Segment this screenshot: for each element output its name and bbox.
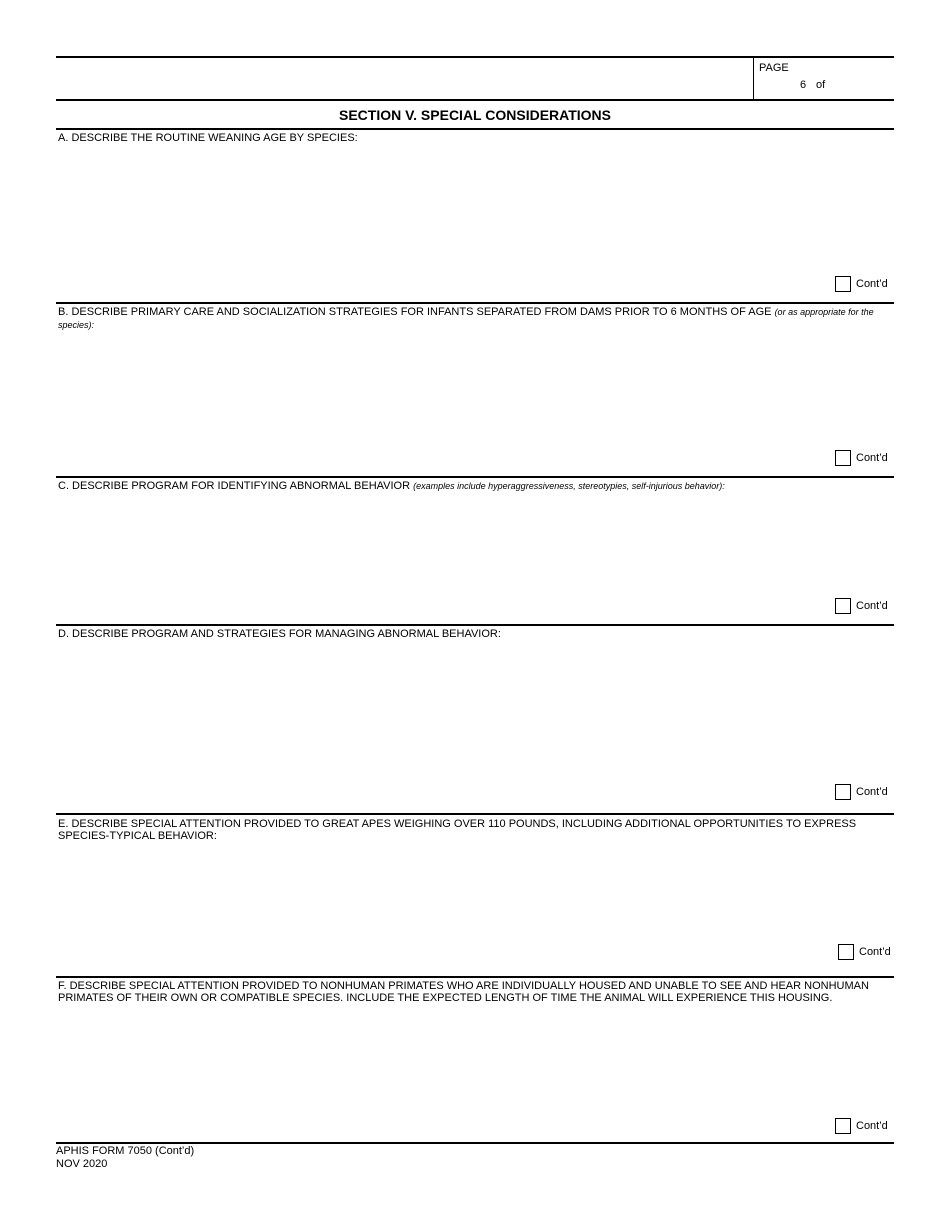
question-d-label: D. DESCRIBE PROGRAM AND STRATEGIES FOR MANAGING ABNORMAL BEHAVIOR: [58,628,501,640]
question-b-note-a: (or as appropriate for the [774,307,874,317]
question-a-answer-field[interactable] [56,148,894,274]
contd-a-label: Cont’d [856,278,888,290]
question-e-line2: SPECIES-TYPICAL BEHAVIOR: [58,830,217,842]
form-date: NOV 2020 [56,1158,108,1170]
question-f-answer-field[interactable] [56,1008,894,1116]
contd-b-checkbox[interactable] [835,450,851,466]
question-b-main: B. DESCRIBE PRIMARY CARE AND SOCIALIZATION STRATEGIES FOR INFANTS SEPARATED FROM DAMS PRIOR TO 6 MONTHS OF AGE [58,306,772,318]
contd-c-checkbox[interactable] [835,598,851,614]
form-name: APHIS FORM 7050 (Cont’d) [56,1145,195,1157]
footer-rule [56,1142,894,1144]
rule-e [56,976,894,978]
contd-f-label: Cont’d [856,1120,888,1132]
section-title: SECTION V. SPECIAL CONSIDERATIONS [338,107,611,123]
rule-a [56,302,894,304]
contd-a[interactable] [835,276,888,292]
contd-e-checkbox[interactable] [838,944,854,960]
rule-c [56,624,894,626]
question-c-label [58,480,892,493]
contd-d-checkbox[interactable] [835,784,851,800]
question-e-line1: E. DESCRIBE SPECIAL ATTENTION PROVIDED TO GREAT APES WEIGHING OVER 110 POUNDS, INCLUDING ADDITIONAL OPPORTUNITIES TO EXPRESS [58,818,857,830]
rule-d [56,813,894,815]
question-b-label [58,306,892,332]
question-b-note-b: species) [58,320,92,330]
contd-f[interactable] [835,1118,888,1134]
contd-d-label: Cont’d [856,786,888,798]
contd-a-checkbox[interactable] [835,276,851,292]
rule-b [56,476,894,478]
header-divider [753,57,754,99]
contd-b[interactable] [835,450,888,466]
question-b-suffix: : [91,320,95,330]
question-c-note: (examples include hyperaggressiveness, stereotypies, self-injurious behavior) [413,481,723,491]
contd-e[interactable] [838,944,891,960]
contd-b-label: Cont’d [856,452,888,464]
question-c-answer-field[interactable] [56,496,894,596]
question-c-main: C. DESCRIBE PROGRAM FOR IDENTIFYING ABNORMAL BEHAVIOR [58,480,411,492]
question-c-suffix: : [722,481,725,491]
header-bottom-rule [56,99,894,101]
question-f-line2: PRIMATES OF THEIR OWN OR COMPATIBLE SPECIES. INCLUDE THE EXPECTED LENGTH OF TIME THE ANIMAL WILL EXPERIENCE THIS HOUSING. [58,992,833,1004]
contd-c[interactable] [835,598,888,614]
page-label: PAGE [759,62,789,74]
contd-e-label: Cont’d [859,946,891,958]
question-a-label: A. DESCRIBE THE ROUTINE WEANING AGE BY SPECIES: [58,132,358,144]
contd-f-checkbox[interactable] [835,1118,851,1134]
contd-d[interactable] [835,784,888,800]
header-left-field[interactable] [56,58,752,98]
question-d-answer-field[interactable] [56,644,894,782]
question-f-line1: F. DESCRIBE SPECIAL ATTENTION PROVIDED TO NONHUMAN PRIMATES WHO ARE INDIVIDUALLY HOUSED AND UNABLE TO SEE AND HEAR NONHUMAN [58,980,869,992]
title-rule [56,128,894,130]
question-b-answer-field[interactable] [56,336,894,448]
question-e-answer-field[interactable] [56,846,894,942]
contd-c-label: Cont’d [856,600,888,612]
page-number: 6 [800,79,807,91]
page-of: of [816,79,826,91]
